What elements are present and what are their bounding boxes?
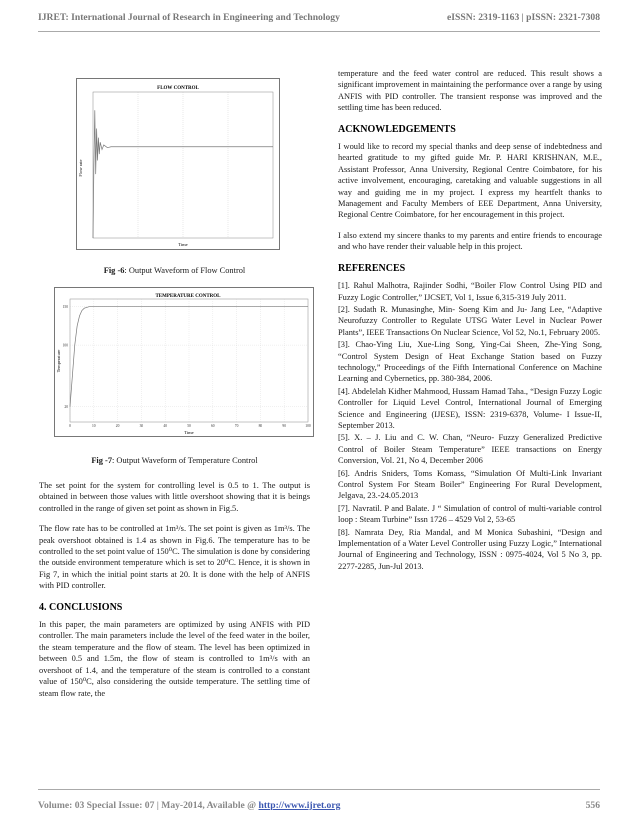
fig7-title: TEMPERATURE CONTROL (155, 294, 221, 299)
fig7-x-tick-label: 70 (234, 424, 239, 428)
fig7-x-tick-label: 30 (139, 424, 144, 428)
fig7-ylabel: Temperature (56, 349, 61, 373)
fig7-x-tick-label: 80 (258, 424, 263, 428)
fig7-x-tick-label: 50 (187, 424, 191, 428)
footer-link[interactable]: http://www.ijret.org (258, 800, 341, 811)
figure-6-caption (39, 266, 310, 275)
paragraph-setpoint: The set point for the system for controlling level is 0.5 to 1. The output is obtained in between those values with little overshoot showing that it is beings controlled in the range of given set point as shown in Fig.5. (39, 481, 310, 513)
header-rule (38, 31, 600, 32)
fig6-caption-text: : Output Waveform of Flow Control (124, 266, 246, 275)
issn: eISSN: 2319-1163 | pISSN: 2321-7308 (447, 12, 600, 23)
figure-6-flow-control (76, 78, 280, 250)
fig6-xlabel: Time (178, 242, 188, 247)
reference-8: [8]. Namrata Dey, Ria Mandal, and M Monica Subashini, “Design and Implementation of a Water Level Controller using Fuzzy Logic,” International Journal of Engineering and Technology, ISSN : 0975-4024, Vol 5 No 3, pp. 2277-2285, Jun-Jul 2013. (338, 527, 602, 571)
page-footer (38, 800, 600, 811)
reference-2: [2]. Sudath R. Munasinghe, Min- Soeng Kim and Ju- Jang Lee, “Adaptive Neurofuzzy Controller to Regulate UTSG Water Level in Nuclear Power Plants”, IEEE Transactions On Nuclear Science, Vol 52, No.1, February 2005. (338, 304, 602, 337)
right-column (338, 68, 602, 573)
journal-name: IJRET: International Journal of Research in Engineering and Technology (38, 12, 340, 23)
fig6-title: FLOW CONTROL (157, 86, 199, 91)
fig7-x-tick-label: 20 (115, 424, 120, 428)
reference-5: [5]. X. – J. Liu and C. W. Chan, “Neuro- Fuzzy Generalized Predictive Control of Boiler Steam Temperature” IEEE transactions on Energy Conversion, Vol. 21, No 4, December 2006 (338, 433, 602, 466)
fig7-x-tick-label: 90 (282, 424, 286, 428)
reference-6: [6]. Andris Sniders, Toms Komass, “Simulation Of Multi-Link Invariant Control System For Steam Boiler” Engineering For Rural Development, Jelgava, 23.-24.05.2013 (338, 468, 602, 501)
references-heading: REFERENCES (338, 262, 406, 274)
acknowledgements-p2: I also extend my sincere thanks to my parents and entire friends to encourage and who have render their valuable help in this project. (338, 230, 602, 252)
paragraph-flow-rate: The flow rate has to be controlled at 1m³/s. The set point is given as 1m³/s. The peak overshoot obtained is 1.4 as shown in Fig.6. The temperature has to be controlled to the set point value of 150⁰C. The simulation is done by considering the outside environment temperature which is set to 20⁰C. Hence, it is shown in Fig 7, in which the initial point starts at 20. It is done with the help of ANFIS with PID controller. (39, 524, 310, 591)
fig7-y-tick-label: 20 (64, 404, 68, 409)
reference-7: [7]. Navratil. P and Balate. J “ Simulation of control of multi-variable control loop : Steam Turbine” Issn 1726 – 4529 Vol 2, 53-65 (338, 503, 602, 525)
acknowledgements-heading: ACKNOWLEDGEMENTS (338, 123, 456, 135)
fig7-x-tick-label: 100 (305, 424, 311, 428)
fig6-ylabel: Flow rate (78, 159, 83, 177)
fig7-caption-text: : Output Waveform of Temperature Control (112, 456, 258, 465)
figure-7-temperature-control (54, 287, 314, 437)
fig7-x-tick-label: 10 (92, 424, 96, 428)
left-column-text (39, 480, 310, 699)
figure-7-caption (39, 456, 310, 465)
footer-rule (38, 789, 600, 790)
fig7-x-tick-label: 0 (69, 424, 71, 428)
fig7-x-tick-label: 60 (211, 424, 215, 428)
conclusions-text: In this paper, the main parameters are optimized by using ANFIS with PID controller. The main parameters include the level of the feed water in the boiler, the steam temperature and the flow of steam. The level has been optimized in between 0.5 and 1.5m, the flow of steam is controlled to 1m³/s with an overshoot of 1.4, and the temperature of the steam is controlled to a constant value of 150⁰C, also considering the outside temperature. The settling time of steam flow rate, the (39, 620, 310, 698)
fig7-xlabel: Time (184, 430, 194, 435)
fig7-y-tick-label: 150 (62, 304, 68, 309)
fig6-caption-label: Fig -6 (103, 266, 125, 275)
footer-volume: Volume: 03 Special Issue: 07 | May-2014, Available @ (38, 800, 259, 811)
page-header (38, 12, 600, 28)
reference-3: [3]. Chao-Ying Liu, Xue-Ling Song, Ying-Cai Sheen, Zhe-Ying Song, “Control System Design of Heat Exchange Station based on Fuzzy technology,” Proceedings of the Fifth International Conference on Machine Learning and Cybernetics, pp. 380-384, 2006. (338, 340, 602, 384)
conclusions-heading: 4. CONCLUSIONS (39, 601, 123, 613)
reference-4: [4]. Abdelelah Kidher Mahmood, Hussam Hamad Taha., “Design Fuzzy Logic Controller for Liquid Level Control, International Journal of Emerging Science and Engineering (IJESE), ISSN: 2319-6378, Volume- I Issue-II, September 2013. (338, 386, 602, 430)
page-number: 556 (585, 800, 600, 811)
fig7-caption-label: Fig -7 (91, 456, 113, 465)
paragraph-continuation: temperature and the feed water control are reduced. This result shows a significant improvement in maintaining the performance over a range by using ANFIS with PID controller. The transient response was improved and the settling time has been reduced. (338, 69, 602, 113)
fig7-y-tick-label: 100 (62, 343, 68, 348)
acknowledgements-p1: I would like to record my special thanks and deep sense of indebtedness and hearted gratitude to my gifted guide Mr. P. HARI KRISHNAN, M.E., Assistant Professor, Anna University, Regional Centre Coimbatore, for his active involvement, encouraging, caretaking and valuable suggestions in all way and guiding me in my project. I express my heartfelt thanks to Management and Faculty Members of EEE Department, Anna University, Regional Centre Coimbatore, for her encouragement in this project. (338, 142, 602, 220)
fig7-x-tick-label: 40 (163, 424, 167, 428)
reference-1: [1]. Rahul Malhotra, Rajinder Sodhi, “Boiler Flow Control Using PID and Fuzzy Logic Controller,” IJCSET, Vol 1, Issue 6,315-319 July 2011. (338, 281, 602, 302)
